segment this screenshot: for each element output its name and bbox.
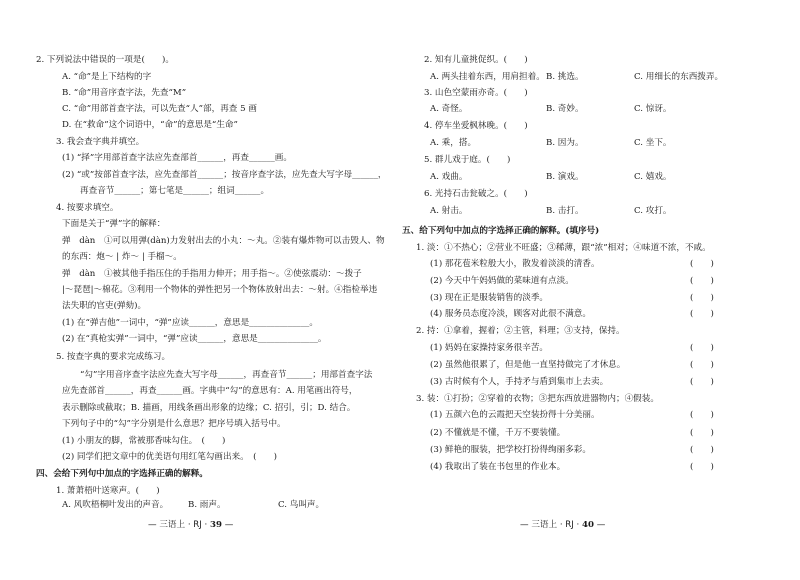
dan-definition: 1. 淡：①不热心；②营业不旺盛；③稀薄，跟“浓”相对；④味道不浓，不咸。 [416,243,711,253]
chi-item-2: (2) 虽然他很累了，但是他一直坚持做完了才休息。 [430,360,626,370]
page-number: 39 [210,520,222,530]
footer-dash: — [224,520,234,530]
s4-q1-stem: 1. 萧萧梧叶送寒声。( ) [56,486,160,496]
dan-item-4: (4) 服务员态度冷淡，顾客对此很不满意。 [430,309,591,319]
q3-item-2: (2) “或”按部首查字法，应先查部首______；按音序查字法，应先查大写字母______， [62,170,387,180]
q3-stem: 3. 我会查字典并填空。 [56,137,145,147]
chi-item-1: (1) 妈妈在家操持家务很辛苦。 [430,343,549,353]
s4-q2-option-c: C. 用细长的东西拨弄。 [634,72,724,82]
s4-q4-stem: 4. 停车坐爱枫林晚。( ) [424,121,528,131]
q5-item-1: (1) 小朋友的脚，常被那香味勾住。 ( ) [62,436,226,446]
s4-q1-option-b: B. 雨声。 [188,500,226,510]
s4-q3-option-c: C. 惊讶。 [634,104,672,114]
q4-item-1: (1) 在“弹吉他”一词中，“弹”应读______，意思是______________。 [62,318,318,328]
q2-option-d: D. 在“救命”这个词语中，“命”的意思是“生命” [62,120,238,130]
footer-dash: — [596,520,606,530]
zhuang-item-3: (3) 鲜艳的服装，把学校打扮得绚丽多彩。 [430,445,591,455]
q2-stem: 2. 下列说法中错误的一项是( )。 [36,55,174,65]
q5-item-2: (2) 同学们把文章中的优美语句用红笔勾画出来。 ( ) [62,452,277,462]
q2-option-c: C. “命”用部首查字法，可以先查“人”部，再查 5 画 [62,104,257,114]
right-page [400,0,800,580]
s4-q3-option-b: B. 奇妙。 [546,104,584,114]
s4-q6-option-c: C. 攻打。 [634,206,672,216]
footer-text: — 三语上 · RJ · [148,520,208,530]
zhuang-item-2-answer[interactable]: ( ) [690,428,714,438]
s4-q2-option-b: B. 挑选。 [546,72,584,82]
zhuang-item-4-answer[interactable]: ( ) [690,462,714,472]
s4-q4-option-b: B. 因为。 [546,138,584,148]
dan-item-1: (1) 那花苞米粒般大小，散发着淡淡的清香。 [430,259,600,269]
page-number: 40 [582,520,594,530]
s4-q1-option-a: A. 风吹梧桐叶发出的声音。 [62,500,169,510]
dan-item-4-answer[interactable]: ( ) [690,309,714,319]
dan-item-2-answer[interactable]: ( ) [690,276,714,286]
q4-def-2: 弹 dàn ①被其他手指压住的手指用力伸开；用手指～。②使弦震动：～拨子 [62,269,362,279]
left-footer [148,518,233,530]
q4-def-1-cont: 的东西：炮～ | 炸～ | 手榴～。 [62,252,182,262]
s4-q1-option-c: C. 鸟叫声。 [278,500,325,510]
section-4-heading: 四、会给下列句中加点的字选择正确的解释。 [36,469,208,479]
chi-item-2-answer[interactable]: ( ) [690,360,714,370]
q2-option-a: A. “命”是上下结构的字 [62,72,152,82]
q4-def-2-cont2: 法失职的官吏(弹劾)。 [62,301,147,311]
q4-intro: 下面是关于“弹”字的解释： [62,219,166,229]
q3-item-2-cont: 再查音节______；第七笔是______；组词______。 [80,186,270,196]
chi-item-1-answer[interactable]: ( ) [690,343,714,353]
s4-q6-option-b: B. 击打。 [546,206,584,216]
q4-def-1: 弹 dàn ①可以用弹(dàn)力发射出去的小丸：～丸。②装有爆炸物可以击毁人、物 [62,236,385,246]
s4-q6-stem: 6. 光持石击瓮破之。( ) [424,189,528,199]
s4-q5-option-b: B. 演戏。 [546,172,584,182]
s4-q6-option-a: A. 射击。 [430,206,468,216]
zhuang-item-2: (2) 不懂就是不懂，千万不要装懂。 [430,428,566,438]
zhuang-definition: 3. 装：①打扮；②穿着的衣物；③把东西放进器物内；④假装。 [416,394,659,404]
s4-q3-option-a: A. 奇怪。 [430,104,468,114]
chi-definition: 2. 持：①拿着，握着；②主管，料理；③支持，保持。 [416,326,625,336]
footer-text: — 三语上 · RJ · [520,520,580,530]
s4-q5-stem: 5. 群儿戏于庭。( ) [424,155,511,165]
q5-stem: 5. 按查字典的要求完成练习。 [56,352,171,362]
chi-item-3: (3) 古时候有个人，手持矛与盾到集市上去卖。 [430,377,609,387]
q5-text-3: 表示删除或截取；B. 描画，用线条画出形象的边缘；C. 招引，引；D. 结合。 [62,403,356,413]
s4-q3-stem: 3. 山色空蒙雨亦奇。( ) [424,88,528,98]
right-footer [520,518,605,530]
q3-item-1: (1) “择”字用部首查字法应先查部首______，再查______画。 [62,153,292,163]
dan-item-3-answer[interactable]: ( ) [690,293,714,303]
zhuang-item-4: (4) 我取出了装在书包里的作业本。 [430,462,566,472]
q4-item-2: (2) 在“真枪实弹”一词中，“弹”应读______，意思是______________。 [62,334,327,344]
zhuang-item-3-answer[interactable]: ( ) [690,445,714,455]
dan-item-1-answer[interactable]: ( ) [690,259,714,269]
s4-q5-option-c: C. 嬉戏。 [634,172,672,182]
q5-text-4: 下列句子中的“勾”字分别是什么意思？把序号填入括号中。 [62,419,286,429]
zhuang-item-1-answer[interactable]: ( ) [690,410,714,420]
q4-stem: 4. 按要求填空。 [56,203,119,213]
dan-item-3: (3) 现在正是服装销售的淡季。 [430,293,549,303]
q5-text-2: 应先查部首______，再查______画。字典中“勾”的意思有：A. 用笔画出符号， [62,386,358,396]
s4-q2-stem: 2. 知有儿童挑促织。( ) [424,55,528,65]
chi-item-3-answer[interactable]: ( ) [690,377,714,387]
s4-q4-option-a: A. 乘，搭。 [430,138,477,148]
s4-q2-option-a: A. 两头挂着东西，用肩担着。 [430,72,545,82]
q2-option-b: B. “命”用音序查字法，先查“M” [62,88,187,98]
s4-q5-option-a: A. 戏曲。 [430,172,468,182]
s4-q4-option-c: C. 坐下。 [634,138,672,148]
zhuang-item-1: (1) 五颜六色的云霞把天空装扮得十分美丽。 [430,410,600,420]
section-5-heading: 五、给下列句中加点的字选择正确的解释。(填序号) [402,226,600,236]
q5-text-1: “勾”字用音序查字法应先查大写字母______，再查音节______；用部首查字法 [80,370,373,380]
dan-item-2: (2) 今天中午妈妈做的菜味道有点淡。 [430,276,574,286]
q4-def-2-cont: |～琵琶|～棉花。③利用一个物体的弹性把另一个物体放射出去：～射。④指检举违 [62,285,378,295]
